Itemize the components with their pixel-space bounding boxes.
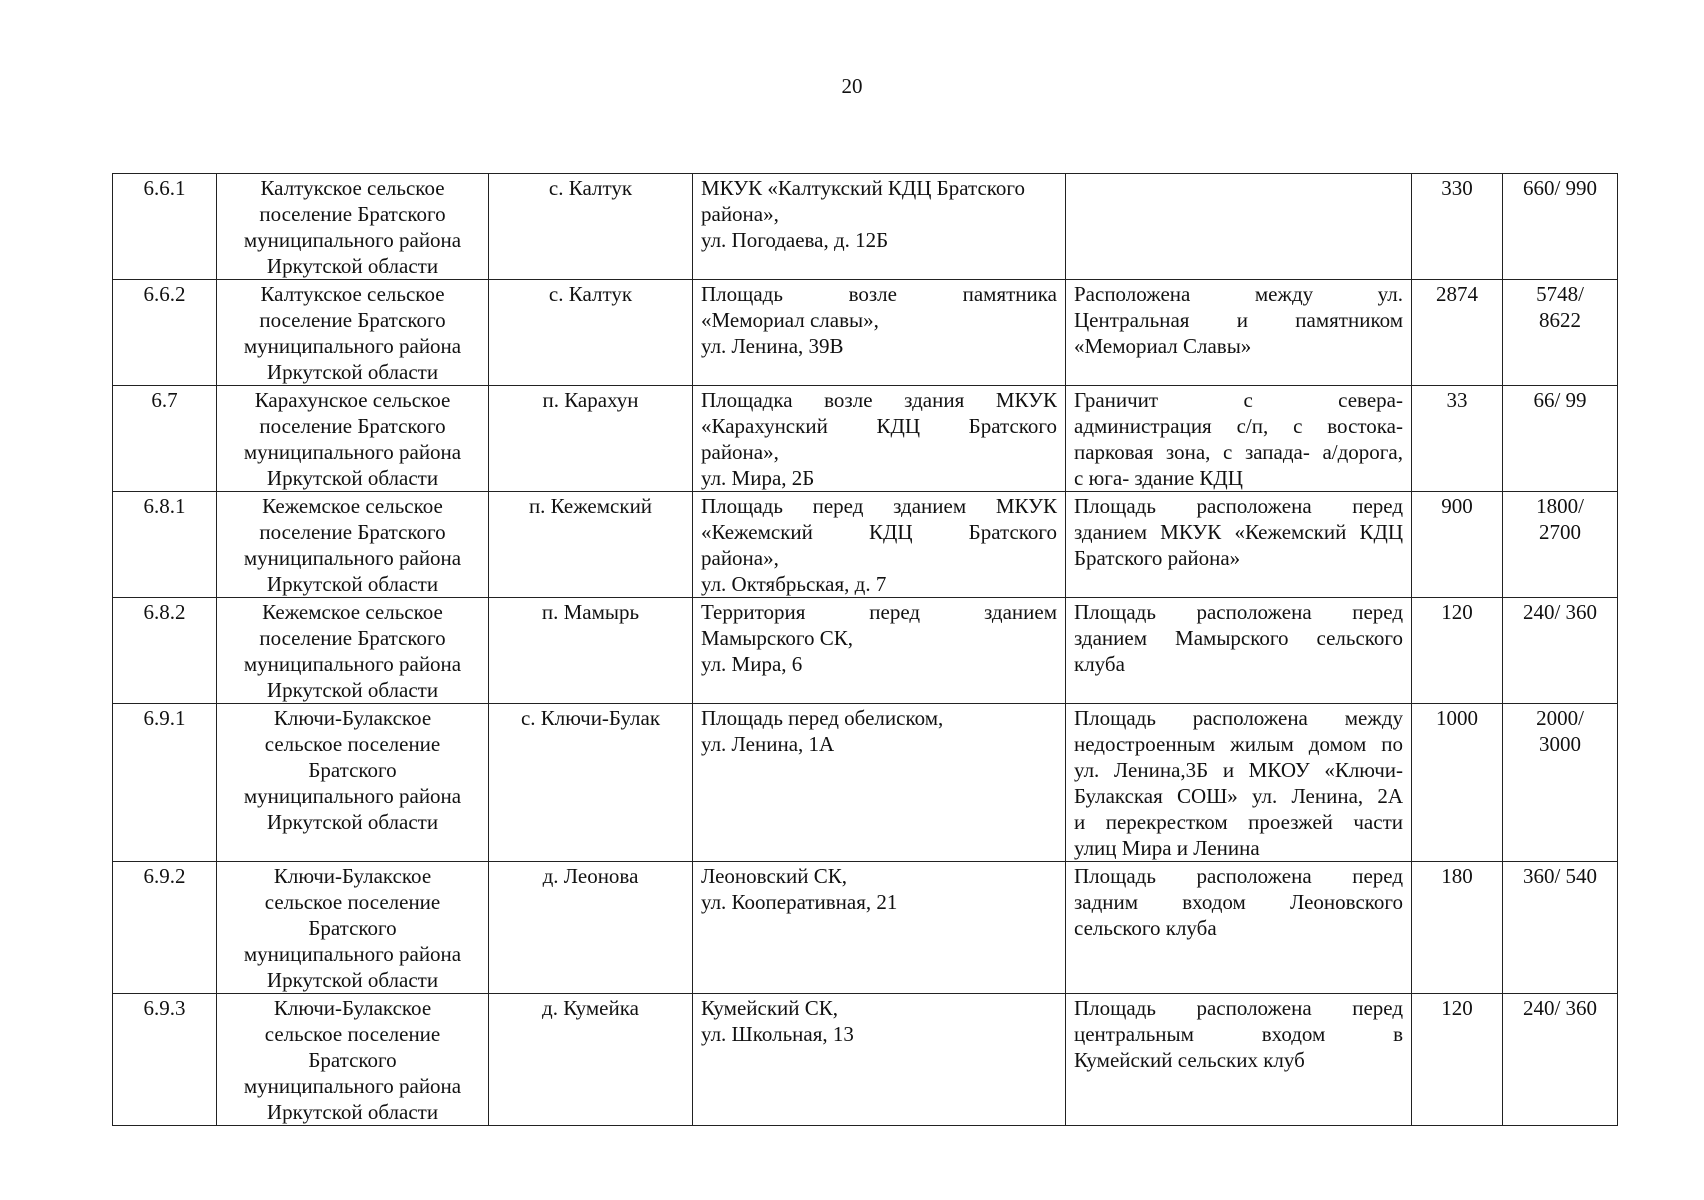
- cell-line: муниципального района: [243, 228, 462, 252]
- cell-line: «Кежемский КДЦ Братского: [701, 520, 1057, 544]
- cell-line: Леоновский СК,: [701, 864, 847, 888]
- boundary-description: [1066, 492, 1412, 598]
- cell-line: ул. Мира, 6: [701, 652, 803, 676]
- cell-line: района»,: [701, 202, 779, 226]
- row-number: 6.8.2: [113, 598, 217, 704]
- cell-line: Кежемское сельское: [262, 600, 443, 624]
- cell-line: Ключи-Булакское: [273, 996, 432, 1020]
- cell-line: Площадь расположена перед: [1074, 494, 1403, 518]
- settlement-name: [217, 492, 489, 598]
- cell-line: МКУК «Калтукский КДЦ Братского: [701, 176, 1025, 200]
- settlement-name: [217, 862, 489, 994]
- area-value: 120: [1412, 994, 1503, 1126]
- cell-line: Иркутской области: [266, 572, 439, 596]
- cell-line: Расположена между ул.: [1074, 282, 1403, 306]
- cell-line: Калтукское сельское: [260, 176, 445, 200]
- cell-line: Иркутской области: [266, 466, 439, 490]
- cell-line: Иркутской области: [266, 360, 439, 384]
- locality-name: п. Мамырь: [489, 598, 693, 704]
- cell-line: муниципального района: [243, 334, 462, 358]
- cell-line: сельское поселение: [264, 890, 441, 914]
- row-number: 6.6.2: [113, 280, 217, 386]
- capacity-value: [1503, 174, 1618, 280]
- cell-line: Кумейский СК,: [701, 996, 839, 1020]
- cell-line: 240/ 360: [1522, 996, 1598, 1020]
- place-description: [693, 598, 1066, 704]
- settlement-name: [217, 280, 489, 386]
- boundary-description: [1066, 174, 1412, 280]
- locality-name: д. Леонова: [489, 862, 693, 994]
- cell-line: ул. Ленина, 39В: [701, 334, 844, 358]
- place-description: [693, 280, 1066, 386]
- cell-line: ул. Ленина,3Б и МКОУ «Ключи-: [1074, 758, 1403, 782]
- cell-line: поселение Братского: [259, 308, 446, 332]
- table-row: [113, 386, 1618, 492]
- cell-line: Площадь перед обелиском,: [701, 706, 944, 730]
- row-number: 6.9.2: [113, 862, 217, 994]
- cell-line: Братского: [308, 758, 397, 782]
- cell-line: и перекрестком проезжей части: [1074, 810, 1403, 834]
- cell-line: Площадь расположена между: [1074, 706, 1403, 730]
- cell-line: сельское поселение: [264, 732, 441, 756]
- cell-line: Иркутской области: [266, 678, 439, 702]
- settlement-name: [217, 386, 489, 492]
- table-row: [113, 994, 1618, 1126]
- place-description: [693, 704, 1066, 862]
- place-description: [693, 994, 1066, 1126]
- capacity-value: [1503, 492, 1618, 598]
- cell-line: зданием МКУК «Кежемский КДЦ: [1074, 520, 1403, 544]
- cell-line: «Мемориал Славы»: [1074, 334, 1252, 358]
- cell-line: Иркутской области: [266, 810, 439, 834]
- area-value: 180: [1412, 862, 1503, 994]
- boundary-description: [1066, 994, 1412, 1126]
- settlement-name: [217, 704, 489, 862]
- cell-line: Площадь возле памятника: [701, 282, 1057, 306]
- capacity-value: [1503, 994, 1618, 1126]
- cell-line: задним входом Леоновского: [1074, 890, 1403, 914]
- cell-line: Площадь перед зданием МКУК: [701, 494, 1057, 518]
- cell-line: поселение Братского: [259, 626, 446, 650]
- cell-line: администрация с/п, с востока-: [1074, 414, 1403, 438]
- cell-line: района»,: [701, 440, 779, 464]
- cell-line: муниципального района: [243, 652, 462, 676]
- locality-name: с. Калтук: [489, 174, 693, 280]
- capacity-value: [1503, 704, 1618, 862]
- cell-line: ул. Кооперативная, 21: [701, 890, 898, 914]
- capacity-value: [1503, 386, 1618, 492]
- row-number: 6.9.1: [113, 704, 217, 862]
- cell-line: ул. Ленина, 1А: [701, 732, 835, 756]
- table-row: [113, 492, 1618, 598]
- cell-line: 5748/: [1536, 282, 1584, 306]
- cell-line: 2700: [1539, 520, 1581, 544]
- cell-line: 1800/: [1536, 494, 1584, 518]
- capacity-value: [1503, 598, 1618, 704]
- cell-line: поселение Братского: [259, 202, 446, 226]
- settlement-name: [217, 174, 489, 280]
- cell-line: сельское поселение: [264, 1022, 441, 1046]
- cell-line: ул. Октябрьская, д. 7: [701, 572, 887, 596]
- locality-name: с. Ключи-Булак: [489, 704, 693, 862]
- cell-line: муниципального района: [243, 942, 462, 966]
- place-description: [693, 492, 1066, 598]
- area-value: 120: [1412, 598, 1503, 704]
- cell-line: Мамырского СК,: [701, 626, 853, 650]
- cell-line: ул. Мира, 2Б: [701, 466, 815, 490]
- boundary-description: [1066, 386, 1412, 492]
- cell-line: Площадь расположена перед: [1074, 600, 1403, 624]
- cell-line: Карахунское сельское: [254, 388, 451, 412]
- locality-name: п. Кежемский: [489, 492, 693, 598]
- cell-line: Братского: [308, 1048, 397, 1072]
- cell-line: Кумейский сельских клуб: [1074, 1048, 1305, 1072]
- area-value: 1000: [1412, 704, 1503, 862]
- row-number: 6.7: [113, 386, 217, 492]
- cell-line: Территория перед зданием: [701, 600, 1057, 624]
- table-row: [113, 704, 1618, 862]
- place-description: [693, 174, 1066, 280]
- locality-name: д. Кумейка: [489, 994, 693, 1126]
- capacity-value: [1503, 862, 1618, 994]
- place-description: [693, 386, 1066, 492]
- cell-line: Булакская СОШ» ул. Ленина, 2А: [1074, 784, 1403, 808]
- cell-line: муниципального района: [243, 440, 462, 464]
- locations-table: [112, 173, 1618, 1126]
- boundary-description: [1066, 598, 1412, 704]
- table-row: [113, 174, 1618, 280]
- settlement-name: [217, 994, 489, 1126]
- area-value: 33: [1412, 386, 1503, 492]
- cell-line: улиц Мира и Ленина: [1074, 836, 1260, 860]
- table-row: [113, 280, 1618, 386]
- cell-line: района»,: [701, 546, 779, 570]
- cell-line: «Карахунский КДЦ Братского: [701, 414, 1057, 438]
- cell-line: Иркутской области: [266, 968, 439, 992]
- cell-line: поселение Братского: [259, 414, 446, 438]
- page-number: 20: [841, 74, 863, 98]
- cell-line: центральным входом в: [1074, 1022, 1403, 1046]
- cell-line: поселение Братского: [259, 520, 446, 544]
- cell-line: ул. Погодаева, д. 12Б: [701, 228, 889, 252]
- cell-line: Площадь расположена перед: [1074, 864, 1403, 888]
- locality-name: п. Карахун: [489, 386, 693, 492]
- cell-line: Площадь расположена перед: [1074, 996, 1403, 1020]
- cell-line: 3000: [1539, 732, 1581, 756]
- cell-line: Ключи-Булакское: [273, 706, 432, 730]
- cell-line: Иркутской области: [266, 254, 439, 278]
- cell-line: 360/ 540: [1522, 864, 1598, 888]
- area-value: 900: [1412, 492, 1503, 598]
- area-value: 2874: [1412, 280, 1503, 386]
- cell-line: муниципального района: [243, 546, 462, 570]
- table-row: [113, 862, 1618, 994]
- cell-line: Кежемское сельское: [262, 494, 443, 518]
- boundary-description: [1066, 862, 1412, 994]
- capacity-value: [1503, 280, 1618, 386]
- place-description: [693, 862, 1066, 994]
- cell-line: сельского клуба: [1074, 916, 1217, 940]
- table-row: [113, 598, 1618, 704]
- cell-line: муниципального района: [243, 1074, 462, 1098]
- cell-line: «Мемориал славы»,: [701, 308, 879, 332]
- cell-line: недостроенным жилым домом по: [1074, 732, 1403, 756]
- cell-line: зданием Мамырского сельского: [1074, 626, 1403, 650]
- cell-line: Иркутской области: [266, 1100, 439, 1124]
- cell-line: 240/ 360: [1522, 600, 1598, 624]
- cell-line: Площадка возле здания МКУК: [701, 388, 1057, 412]
- area-value: 330: [1412, 174, 1503, 280]
- settlement-name: [217, 598, 489, 704]
- cell-line: Братского: [308, 916, 397, 940]
- row-number: 6.6.1: [113, 174, 217, 280]
- row-number: 6.8.1: [113, 492, 217, 598]
- boundary-description: [1066, 280, 1412, 386]
- cell-line: 660/ 990: [1522, 176, 1598, 200]
- cell-line: Братского района»: [1074, 546, 1241, 570]
- cell-line: 2000/: [1536, 706, 1584, 730]
- cell-line: Калтукское сельское: [260, 282, 445, 306]
- row-number: 6.9.3: [113, 994, 217, 1126]
- cell-line: муниципального района: [243, 784, 462, 808]
- cell-line: ул. Школьная, 13: [701, 1022, 854, 1046]
- cell-line: парковая зона, с запада- а/дорога,: [1074, 440, 1403, 464]
- cell-line: Центральная и памятником: [1074, 308, 1403, 332]
- cell-line: Ключи-Булакское: [273, 864, 432, 888]
- cell-line: 66/ 99: [1533, 388, 1587, 412]
- cell-line: 8622: [1539, 308, 1581, 332]
- boundary-description: [1066, 704, 1412, 862]
- cell-line: Граничит с севера-: [1074, 388, 1403, 412]
- cell-line: с юга- здание КДЦ: [1074, 466, 1243, 490]
- locality-name: с. Калтук: [489, 280, 693, 386]
- cell-line: клуба: [1074, 652, 1125, 676]
